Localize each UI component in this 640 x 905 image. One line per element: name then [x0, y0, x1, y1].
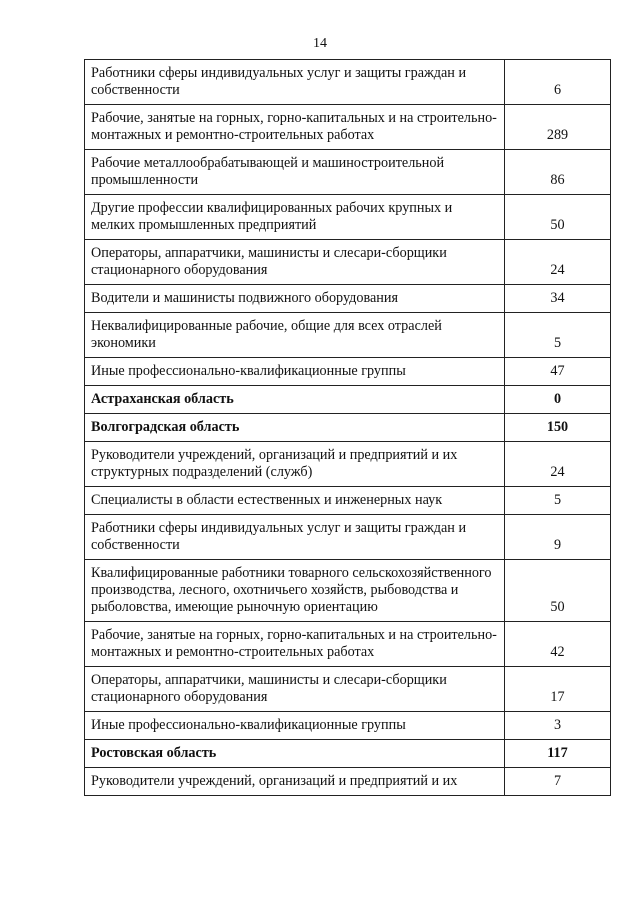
table-row	[85, 560, 611, 622]
table-row	[85, 358, 611, 386]
row-label: Рабочие металлообрабатывающей и машиностроительной промышленности	[85, 150, 505, 195]
row-value: 50	[505, 195, 611, 240]
table-body	[85, 60, 611, 796]
row-label: Руководители учреждений, организаций и предприятий и их	[85, 768, 505, 796]
row-value: 34	[505, 285, 611, 313]
table-row	[85, 487, 611, 515]
table-row	[85, 60, 611, 105]
region-label: Ростовская область	[85, 740, 505, 768]
row-label: Квалифицированные работники товарного сельскохозяйственного производства, лесного, охотничьего хозяйств, рыбоводства и рыболовства, имеющие рыночную ориентацию	[85, 560, 505, 622]
table-row	[85, 442, 611, 487]
table-row	[85, 313, 611, 358]
row-label: Работники сферы индивидуальных услуг и защиты граждан и собственности	[85, 515, 505, 560]
table-row	[85, 150, 611, 195]
row-label: Другие профессии квалифицированных рабочих крупных и мелких промышленных предприятий	[85, 195, 505, 240]
table-row	[85, 622, 611, 667]
row-label: Рабочие, занятые на горных, горно-капитальных и на строительно-монтажных и ремонтно-строительных работах	[85, 622, 505, 667]
row-value: 17	[505, 667, 611, 712]
region-label: Астраханская область	[85, 386, 505, 414]
row-value: 6	[505, 60, 611, 105]
row-label: Иные профессионально-квалификационные группы	[85, 358, 505, 386]
table-row	[85, 105, 611, 150]
region-row-astrakhan	[85, 386, 611, 414]
page-number: 14	[313, 36, 327, 51]
row-value: 47	[505, 358, 611, 386]
row-value: 5	[505, 313, 611, 358]
row-label: Водители и машинисты подвижного оборудования	[85, 285, 505, 313]
row-value: 9	[505, 515, 611, 560]
table-row	[85, 768, 611, 796]
row-value: 24	[505, 442, 611, 487]
row-label: Руководители учреждений, организаций и предприятий и их структурных подразделений (служб)	[85, 442, 505, 487]
table-row	[85, 515, 611, 560]
row-label: Операторы, аппаратчики, машинисты и слесари-сборщики стационарного оборудования	[85, 240, 505, 285]
table-row	[85, 712, 611, 740]
row-value: 5	[505, 487, 611, 515]
row-label: Работники сферы индивидуальных услуг и защиты граждан и собственности	[85, 60, 505, 105]
row-value: 289	[505, 105, 611, 150]
region-total: 0	[505, 386, 611, 414]
region-total: 117	[505, 740, 611, 768]
region-row-volgograd	[85, 414, 611, 442]
row-value: 7	[505, 768, 611, 796]
table-row	[85, 285, 611, 313]
statistics-table	[84, 59, 611, 796]
table-row	[85, 195, 611, 240]
row-value: 42	[505, 622, 611, 667]
row-value: 86	[505, 150, 611, 195]
table-row	[85, 240, 611, 285]
row-label: Операторы, аппаратчики, машинисты и слесари-сборщики стационарного оборудования	[85, 667, 505, 712]
row-label: Иные профессионально-квалификационные группы	[85, 712, 505, 740]
row-value: 24	[505, 240, 611, 285]
row-label: Специалисты в области естественных и инженерных наук	[85, 487, 505, 515]
row-value: 3	[505, 712, 611, 740]
region-row-rostov	[85, 740, 611, 768]
row-label: Рабочие, занятые на горных, горно-капитальных и на строительно-монтажных и ремонтно-строительных работах	[85, 105, 505, 150]
table-row	[85, 667, 611, 712]
region-label: Волгоградская область	[85, 414, 505, 442]
region-total: 150	[505, 414, 611, 442]
row-label: Неквалифицированные рабочие, общие для всех отраслей экономики	[85, 313, 505, 358]
row-value: 50	[505, 560, 611, 622]
